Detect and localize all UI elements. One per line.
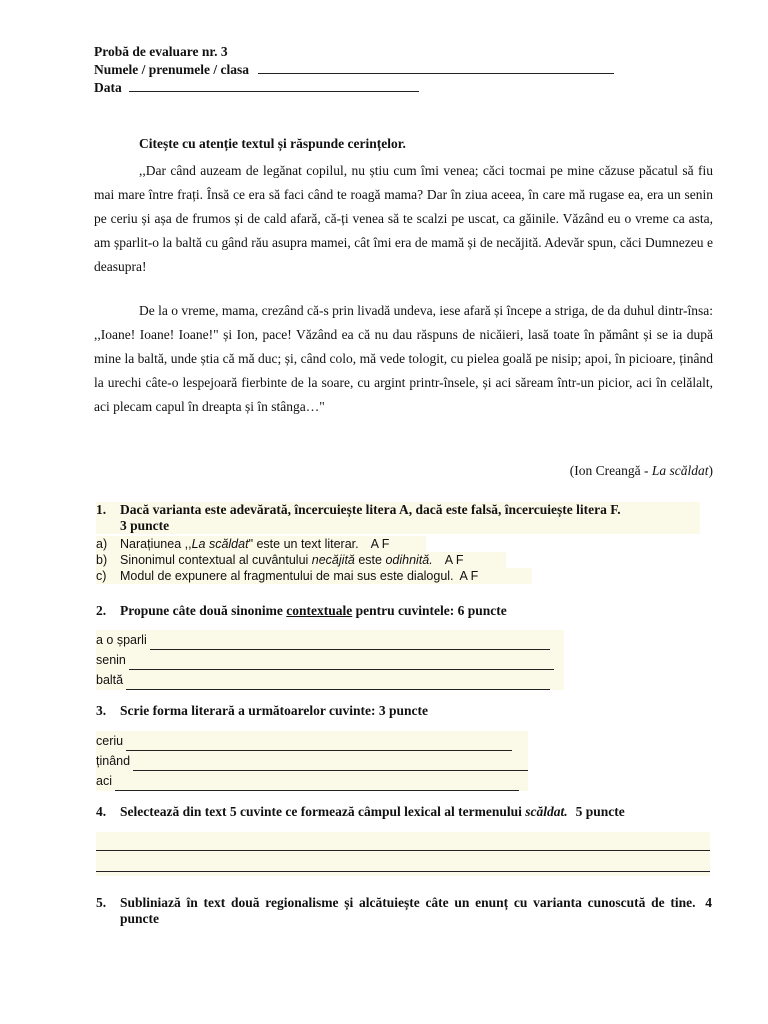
option-a-answer[interactable]: A F [370,537,390,551]
attribution: (Ion Creangă - La scăldat) [569,463,713,478]
test-title: Probă de evaluare nr. 3 [94,44,228,59]
option-c-answer[interactable]: A F [459,569,479,583]
question-3: 3. Scrie forma literară a următoarelor cuvinte: 3 puncte [96,703,429,718]
answer-row: ceriu [96,731,528,751]
answer-line[interactable] [96,851,710,872]
option-b: b) Sinonimul contextual al cuvântului necăjită este odihnită. A F [96,552,506,568]
answer-line[interactable] [129,655,554,670]
question-4: 4. Selectează din text 5 cuvinte ce formează câmpul lexical al termenului scăldat. 5 puncte [96,804,625,819]
paragraph-2-text: De la o vreme, mama, crezând că-s prin livadă undeva, iese afară și începe a striga, de da duhul dintr-însa: ,,Ioane! Ioane! Ioane!" și Ion, pace! Văzând ea că nu dau răspuns de nicăieri, lasă toate în pământ și se ia după mine la baltă, unde știa că mă duc; și, când colo, mă vede tologit, cu pielea goală pe nisip; apoi, în picioare, ținând la urechi câte-o lespejoară fierbinte de la soare, cu argint printr-însele, și aci săream într-un picior, aci în celălalt, aci plecam capul în dreapta și în stânga…" [94,303,713,414]
question-5: 5. Subliniază în text două regionalisme și alcătuiește câte un enunț cu varianta cunoscută de tine. 4 puncte [96,895,712,926]
date-label: Data [94,80,122,95]
question-1-text: Dacă varianta este adevărată, încercuiește litera A, dacă este falsă, încercuiește litera F. [120,502,621,517]
answer-row: baltă [96,670,564,690]
header-block [94,43,614,96]
text-paragraph-1 [94,159,713,279]
name-label: Numele / prenumele / clasa [94,62,249,77]
answer-row: a o șparli [96,630,564,650]
question-2: 2. Propune câte două sinonime contextuale pentru cuvintele: 6 puncte [96,603,507,618]
question-1 [96,502,700,534]
answer-line[interactable] [150,635,550,650]
option-c: c) Modul de expunere al fragmentului de mai sus este dialogul. A F [96,568,532,584]
answer-line[interactable] [96,832,710,851]
question-4-answers [96,832,710,876]
question-1-options [96,536,532,584]
option-b-answer[interactable]: A F [444,553,464,567]
answer-line[interactable] [126,736,512,751]
question-1-number: 1. [96,502,107,517]
text-paragraph-2 [94,299,713,419]
instruction: Citește cu atenție textul și răspunde cerințelor. [139,136,406,151]
name-input-line[interactable] [258,60,614,74]
name-field-row [94,60,614,78]
answer-row: aci [96,771,528,791]
question-3-answers [96,731,528,791]
question-2-answers [96,630,564,690]
answer-row: ținând [96,751,528,771]
question-1-points: 3 puncte [120,518,170,533]
answer-line[interactable] [115,776,519,791]
answer-line[interactable] [126,675,550,690]
paragraph-1-text: ,,Dar când auzeam de legănat copilul, nu știu cum îmi venea; căci tocmai pe mine căzuse păcatul să fiu mai mare între frați. Însă ce era să faci când te roagă mama? Dar în ziua aceea, în care mă rugase ea, era un senin pe ceriu și așa de frumos și de cald afară, că-ți venea să te scalzi pe uscat, ca găinile. Văzând eu o vreme ca asta, am șparlit-o la baltă cu gând rău asupra mamei, cât îmi era de mamă și de necăjită. Adevăr spun, căci Dumnezeu e deasupra! [94,163,713,274]
option-a: a) Narațiunea ,,La scăldat" este un text literar. A F [96,536,426,552]
answer-line[interactable] [133,756,528,771]
date-input-line[interactable] [129,78,419,92]
date-field-row [94,78,614,96]
answer-row: senin [96,650,564,670]
